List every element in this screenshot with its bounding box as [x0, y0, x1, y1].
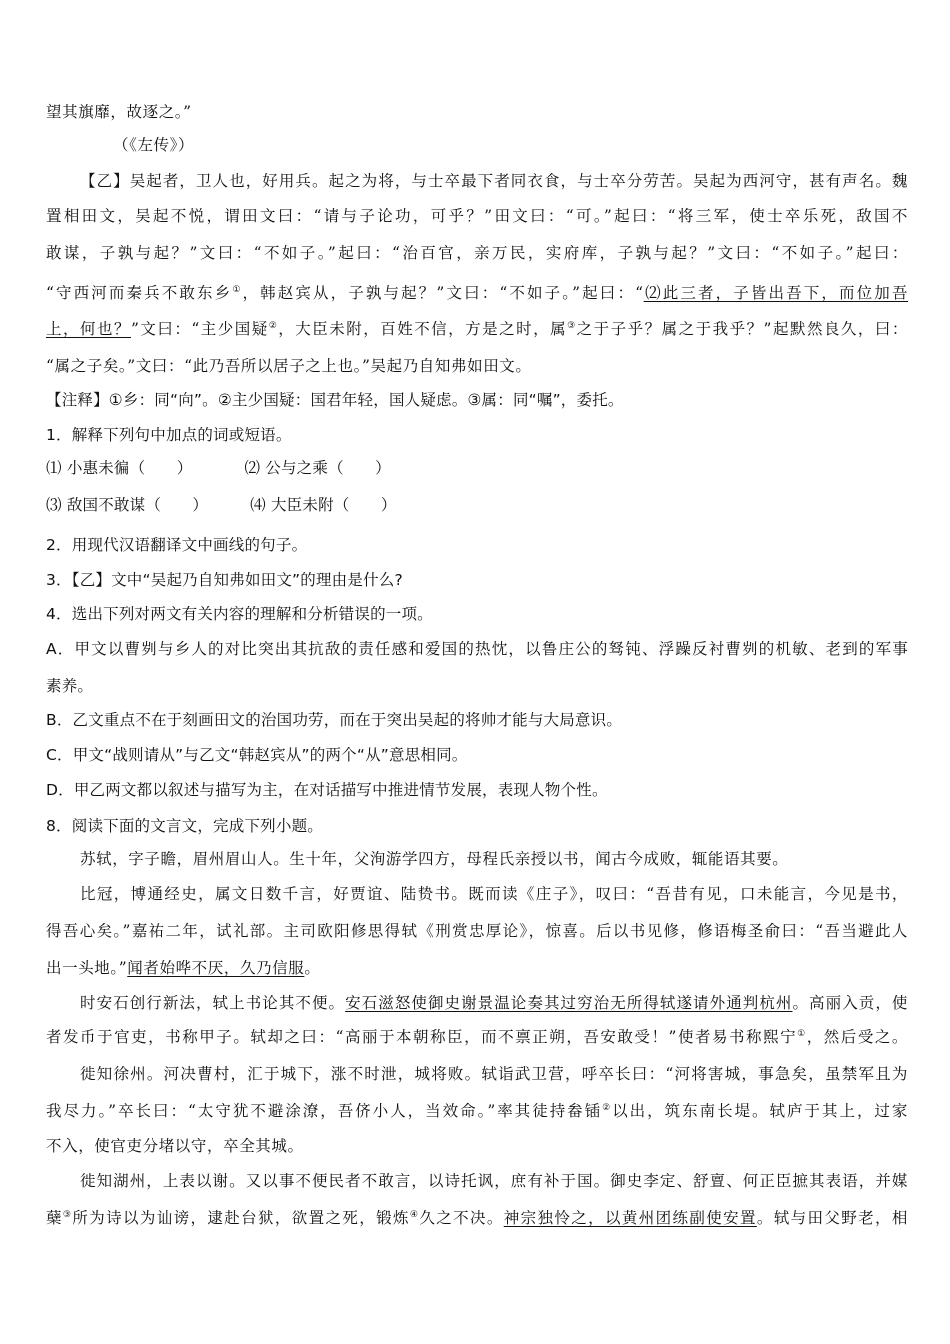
section-8-para-2-line-2: 得吾心矣。”嘉祐二年，试礼部。主司欧阳修思得轼《刑赏忠厚论》，惊喜。后以书见修，修语梅圣俞曰：“吾当避此人 [46, 922, 908, 940]
yi-line-4: “守西河而秦兵不敢东乡①，韩赵宾从，子孰与起？”文曰：“不如子。”起曰：“⑵此三者，子皆出吾下，而位加吾 [46, 284, 908, 302]
option-b: B．乙文重点不在于刻画田文的治国功劳，而在于突出吴起的将帅才能与大局意识。 [46, 711, 623, 729]
yi-line-1: 【乙】吴起者，卫人也，好用兵。起之为将，与士卒最下者同衣食，与士卒分劳苦。吴起为西河守，甚有声名。魏 [80, 172, 908, 190]
underlined-sentence-2a: ⑵此三者，子皆出吾下，而位加吾 [643, 284, 908, 302]
yi-line-3: 敢谋，子孰与起？”文曰：“不如子。”起曰：“治百官，亲万民，实府库，子孰与起？”文曰：“不如子。”起曰： [46, 244, 908, 262]
underlined-sentence-a: 闻者始哗不厌，久乃信服 [127, 959, 305, 977]
underlined-sentence-c: 神宗独怜之，以黄州团练副使安置 [503, 1209, 757, 1227]
section-8-para-4-line-3: 不入，使官吏分堵以守，卒全其城。 [46, 1137, 304, 1155]
question-1: 1．解释下列句中加点的词或短语。 [46, 426, 292, 444]
option-a-line-2: 素养。 [46, 677, 94, 695]
question-3: 3．【乙】文中“吴起乃自知弗如田文”的理由是什么? [46, 571, 403, 589]
section-8-heading: 8．阅读下面的文言文，完成下列小题。 [46, 817, 323, 835]
section-8-para-2-line-1: 比冠，博通经史，属文日数千言，好贾谊、陆贽书。既而读《庄子》，叹曰：“吾昔有见，口未能言，今见是书， [80, 885, 908, 903]
question-4: 4．选出下列对两文有关内容的理解和分析错误的一项。 [46, 605, 433, 623]
question-1-item-2: ⑵ 公与之乘（ ） [244, 459, 391, 477]
section-8-para-4-line-2: 我尽力。”卒长曰：“太守犹不避涂潦，吾侪小人，当效命。”率其徒持畚锸②以出，筑东南长堤。轼庐于其上，过家 [46, 1102, 909, 1120]
yi-line-5: 上，何也？”文曰：“主少国疑②，大臣未附，百姓不信，方是之时，属③之于子乎？属之于我乎？”起默然良久，曰： [46, 320, 908, 338]
section-8-para-1: 苏轼，字子瞻，眉州眉山人。生十年，父洵游学四方，母程氏亲授以书，闻古今成败，辄能语其要。 [80, 850, 789, 868]
section-8-para-3-line-1: 时安石创行新法，轼上书论其不便。安石滋怒使御史谢景温论奏其过穷治无所得轼遂请外通判杭州。高丽入贡，使 [80, 994, 908, 1012]
question-1-item-1: ⑴ 小惠未徧（ ） [46, 459, 193, 477]
question-1-item-4: ⑷ 大臣未附（ ） [250, 496, 397, 514]
question-1-items-row1 [46, 457, 908, 479]
section-8-para-4-line-1: 徙知徐州。河决曹村，汇于城下，涨不时泄，城将败。轼诣武卫营，呼卒长曰：“河将害城，事急矣，虽禁军且为 [80, 1065, 908, 1083]
section-8-para-5-line-2: 蘖③所为诗以为讪谤，逮赴台狱，欲置之死，锻炼④久之不决。神宗独怜之，以黄州团练副使安置。轼与田父野老，相 [46, 1209, 908, 1227]
annotation-notes: 【注释】①乡：同“向”。②主少国疑：国君年轻，国人疑虑。③属：同“嘱”，委托。 [46, 391, 624, 409]
section-8-para-3-line-2: 者发币于官吏，书称甲子。轼却之曰：“高丽于本朝称臣，而不禀正朔，吾安敢受！”使者易书称熙宁①，然后受之。 [46, 1028, 908, 1046]
underlined-sentence-2b: 上，何也？ [46, 320, 131, 338]
jia-text-tail: 望其旗靡，故逐之。” [46, 103, 192, 121]
section-8-para-2-line-3: 出一头地。”闻者始哗不厌，久乃信服。 [46, 959, 321, 977]
yi-line-2: 置相田文，吴起不悦，谓田文曰：“请与子论功，可乎？”田文曰：“可。”起曰：“将三军，使士卒乐死，敌国不 [46, 207, 908, 225]
question-2: 2．用现代汉语翻译文中画线的句子。 [46, 536, 308, 554]
underlined-sentence-b: 安石滋怒使御史谢景温论奏其过穷治无所得轼遂请外通判杭州 [345, 994, 793, 1012]
jia-source: （《左传》） [113, 136, 195, 154]
question-1-items-row2 [46, 494, 908, 516]
option-d: D．甲乙两文都以叙述与描写为主，在对话描写中推进情节发展，表现人物个性。 [46, 781, 608, 799]
yi-line-6: “属之子矣。”文曰：“此乃吾所以居子之上也。”吴起乃自知弗如田文。 [46, 357, 532, 375]
option-a-line-1: A．甲文以曹刿与乡人的对比突出其抗敌的责任感和爱国的热忱，以鲁庄公的驽钝、浮躁反衬曹刿的机敏、老到的军事 [46, 640, 908, 658]
section-8-para-5-line-1: 徙知湖州，上表以谢。又以事不便民者不敢言，以诗托讽，庶有补于国。御史李定、舒亶、何正臣摭其表语，并媒 [80, 1172, 908, 1190]
option-c: C．甲文“战则请从”与乙文“韩赵宾从”的两个“从”意思相同。 [46, 746, 468, 764]
question-1-item-3: ⑶ 敌国不敢谋（ ） [46, 496, 209, 514]
